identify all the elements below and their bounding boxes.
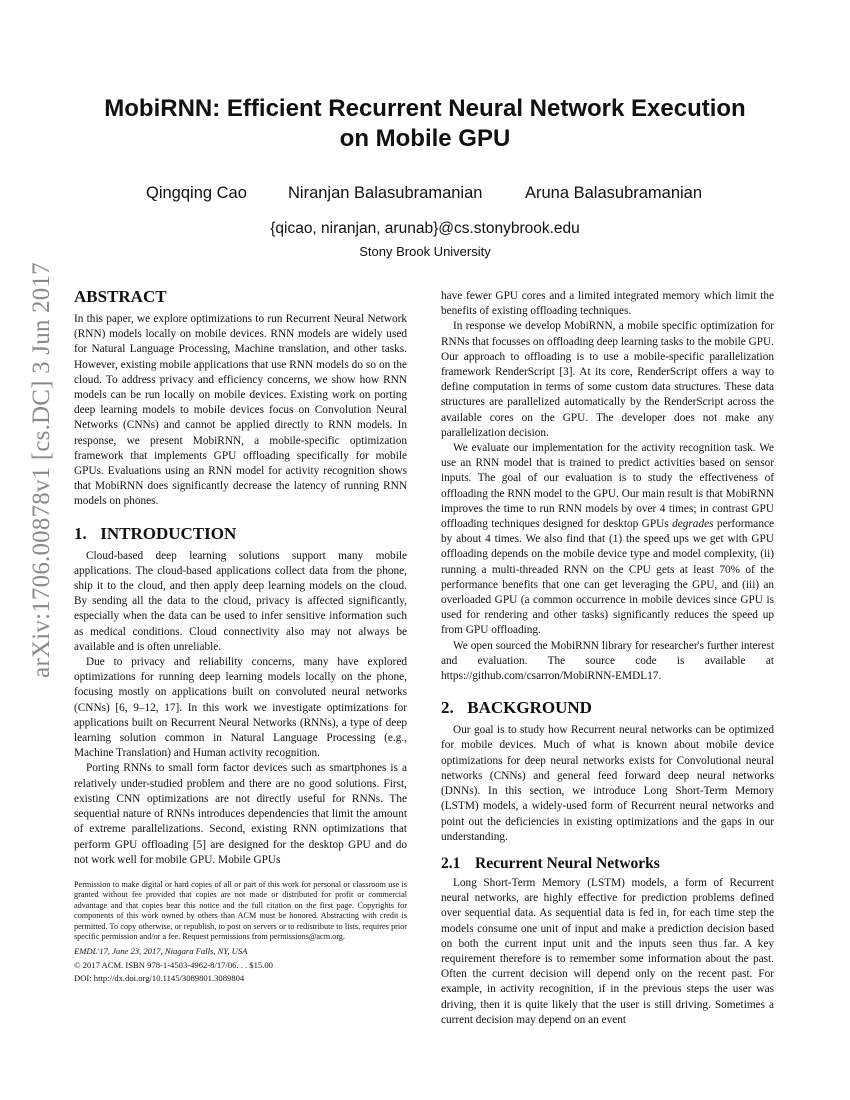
rnn-subsection-heading — [441, 854, 774, 874]
background-heading — [441, 698, 774, 718]
intro-paragraph-2: Due to privacy and reliability concerns, many have explored optimizations for running deep learning models locally on the phone, focusing mostly on applications built on convoluted neural networks (CNNs) [6, 9–12, 17]. In this work we investigate optimizations for applications built on Recurrent Neural Networks (RNNs), a type of deep learning solution common in Natural Language Processing (e.g., Machine Translation) and Human activity recognition. — [74, 656, 407, 760]
arxiv-watermark — [22, 262, 62, 678]
intro-paragraph-6 — [441, 441, 774, 639]
title-line-1: MobiRNN: Efficient Recurrent Neural Network Execution — [104, 95, 746, 122]
introduction-heading — [74, 524, 407, 544]
permission-notice: Permission to make digital or hard copies of all or part of this work for personal or classroom use is granted without fee provided that copies are not made or distributed for profit or commercial advantage and that copies bear this notice and the full citation on the first page. Copyrights for components of this work owned by others than ACM must be honored. Abstracting with credit is permitted. To copy otherwise, or republish, to post on servers or to redistribute to lists, requires prior specific permission and/or a fee. Request permissions from permissions@acm.org. — [74, 880, 407, 942]
arxiv-id: arXiv:1706.00878v1 [cs.DC] 3 Jun 2017 — [28, 262, 55, 678]
abstract-heading: ABSTRACT — [74, 287, 167, 306]
abstract-text: In this paper, we explore optimizations to run Recurrent Neural Network (RNN) models locally on mobile devices. RNN models are widely used for Natural Language Processing, Machine translation, and other tasks. However, existing mobile applications that use RNN models do so on the cloud. To address privacy and efficiency concerns, we show how RNN models can be run locally on mobile devices. Existing work on porting deep learning models to mobile devices focus on Convolution Neural Networks (CNNs) and cannot be applied directly to RNN models. In response, we present MobiRNN, a mobile-specific optimization framework that implements GPU offloading specifically for mobile GPUs. Evaluations using an RNN model for activity recognition shows that MobiRNN does significantly decrease the latency of running RNN models on phones. — [74, 313, 407, 508]
intro-paragraph-1: Cloud-based deep learning solutions support many mobile applications. The cloud-based applications collect data from the phone, ship it to the cloud, and then apply deep learning models on the cloud. By sending all the data to the cloud, privacy is affected significantly, especially when the data can be used to infer sensitive information such as medical conditions. Cloud connectivity also may not always be available and is often unreliable. — [74, 549, 407, 653]
author-list — [0, 184, 850, 206]
section-number: 2. — [441, 698, 454, 718]
section-title: BACKGROUND — [467, 698, 592, 718]
copyright-footnote — [74, 880, 407, 987]
paper-title — [60, 94, 790, 154]
background-paragraph-1: Our goal is to study how Recurrent neural networks can be optimized for mobile devices. Much of what is known about mobile device optimizations for deep neural networks exists for Convolutional neural networks (CNNs) and general feed forward deep neural networks (DNNs). In this section, we introduce Long Short-Term Memory (LSTM) models, a widely-used form of Recurrent neural networks and point out the deficiencies in existing optimizations and the gaps in our understanding. — [441, 724, 774, 843]
author-1: Qingqing Cao — [146, 184, 247, 202]
copyright-line: © 2017 ACM. ISBN 978-1-4503-4962-8/17/06. . . $15.00 — [74, 959, 273, 970]
doi-line: DOI: http://dx.doi.org/10.1145/3089801.3089804 — [74, 973, 245, 984]
emphasis-degrades: degrades — [672, 518, 714, 531]
intro-paragraph-6-tail: performance by about 4 times. We also find that (1) the speed ups we get with GPU offloading depends on the mobile device type and model complexity, (ii) running a multi-threaded RNN on the CPU gets at least 70% of the performance benefits that one can get leveraging the GPU, and (iii) an overloaded GPU (a common occurrence in mobile devices since GPU is used for rendering and other tasks) significantly reduces the speed up from GPU offloading. — [441, 518, 774, 637]
conference-info: EMDL'17, June 23, 2017, Niagara Falls, NY, USA — [74, 946, 248, 957]
intro-paragraph-7: We open sourced the MobiRNN library for researcher's further interest and evaluation. The source code is available at https://github.com/csarron/MobiRNN-EMDL17. — [441, 639, 774, 683]
section-number: 1. — [74, 523, 87, 543]
author-email: {qicao, niranjan, arunab}@cs.stonybrook.edu — [270, 220, 580, 237]
intro-paragraph-6-head: We evaluate our implementation for the activity recognition task. We use an RNN model that is trained to predict activities based on sensor inputs. The goal of our evaluation is to study the effectiveness of offloading the RNN model to the GPU. Our main result is that MobiRNN improves the time to run RNN models by over 4 times; in contrast GPU offloading techniques designed for desktop GPUs — [441, 442, 774, 531]
author-2: Niranjan Balasubramanian — [288, 184, 483, 202]
intro-paragraph-3: Porting RNNs to small form factor devices such as smartphones is a relatively under-studied problem and there are no good solutions. First, existing CNN optimizations are not directly useful for RNNs. The sequential nature of RNNs introduces dependencies that limit the amount of extreme parallelizations. Second, existing RNN optimizations that perform GPU offloading [5] are designed for the desktop GPU and do not work well for mobile GPU. Mobile GPUs — [74, 762, 407, 866]
intro-paragraph-4: have fewer GPU cores and a limited integrated memory which limit the benefits of existing offloading techniques. — [441, 290, 774, 318]
subsection-title: Recurrent Neural Networks — [475, 854, 660, 872]
left-column — [74, 287, 407, 868]
subsection-number: 2.1 — [441, 854, 461, 872]
right-column — [441, 289, 774, 1028]
rnn-paragraph-1: Long Short-Term Memory (LSTM) models, a form of Recurrent neural networks, are highly effective for prediction problems defined over sequential data. As sequential data is fed in, for each time step the models consume one unit of input and make a prediction decision based on both the current input unit and the inputs seen thus far. A key requirement therefore is to remember some information about the past. Often the current decision will depend only on the recent past. For example, in activity recognition, if in the previous steps the user was driving, then it is quite likely that the user is still driving. Sometimes a current decision may depend on an event — [441, 876, 774, 1026]
intro-paragraph-5: In response we develop MobiRNN, a mobile specific optimization for RNNs that focusses on offloading deep learning tasks to the mobile GPU. Our approach to offloading is to use a mobile-specific parallelization framework RenderScript [3]. At its core, RenderScript offers a way to define computation in terms of some custom data structures. These data structures are parallelized automatically by the RenderScript across the available cores on the GPU. The developer does not make any parallelization decision. — [441, 320, 774, 439]
section-title: INTRODUCTION — [100, 523, 237, 543]
title-line-2: on Mobile GPU — [339, 125, 511, 152]
affiliation: Stony Brook University — [359, 244, 491, 259]
author-3: Aruna Balasubramanian — [525, 184, 703, 202]
